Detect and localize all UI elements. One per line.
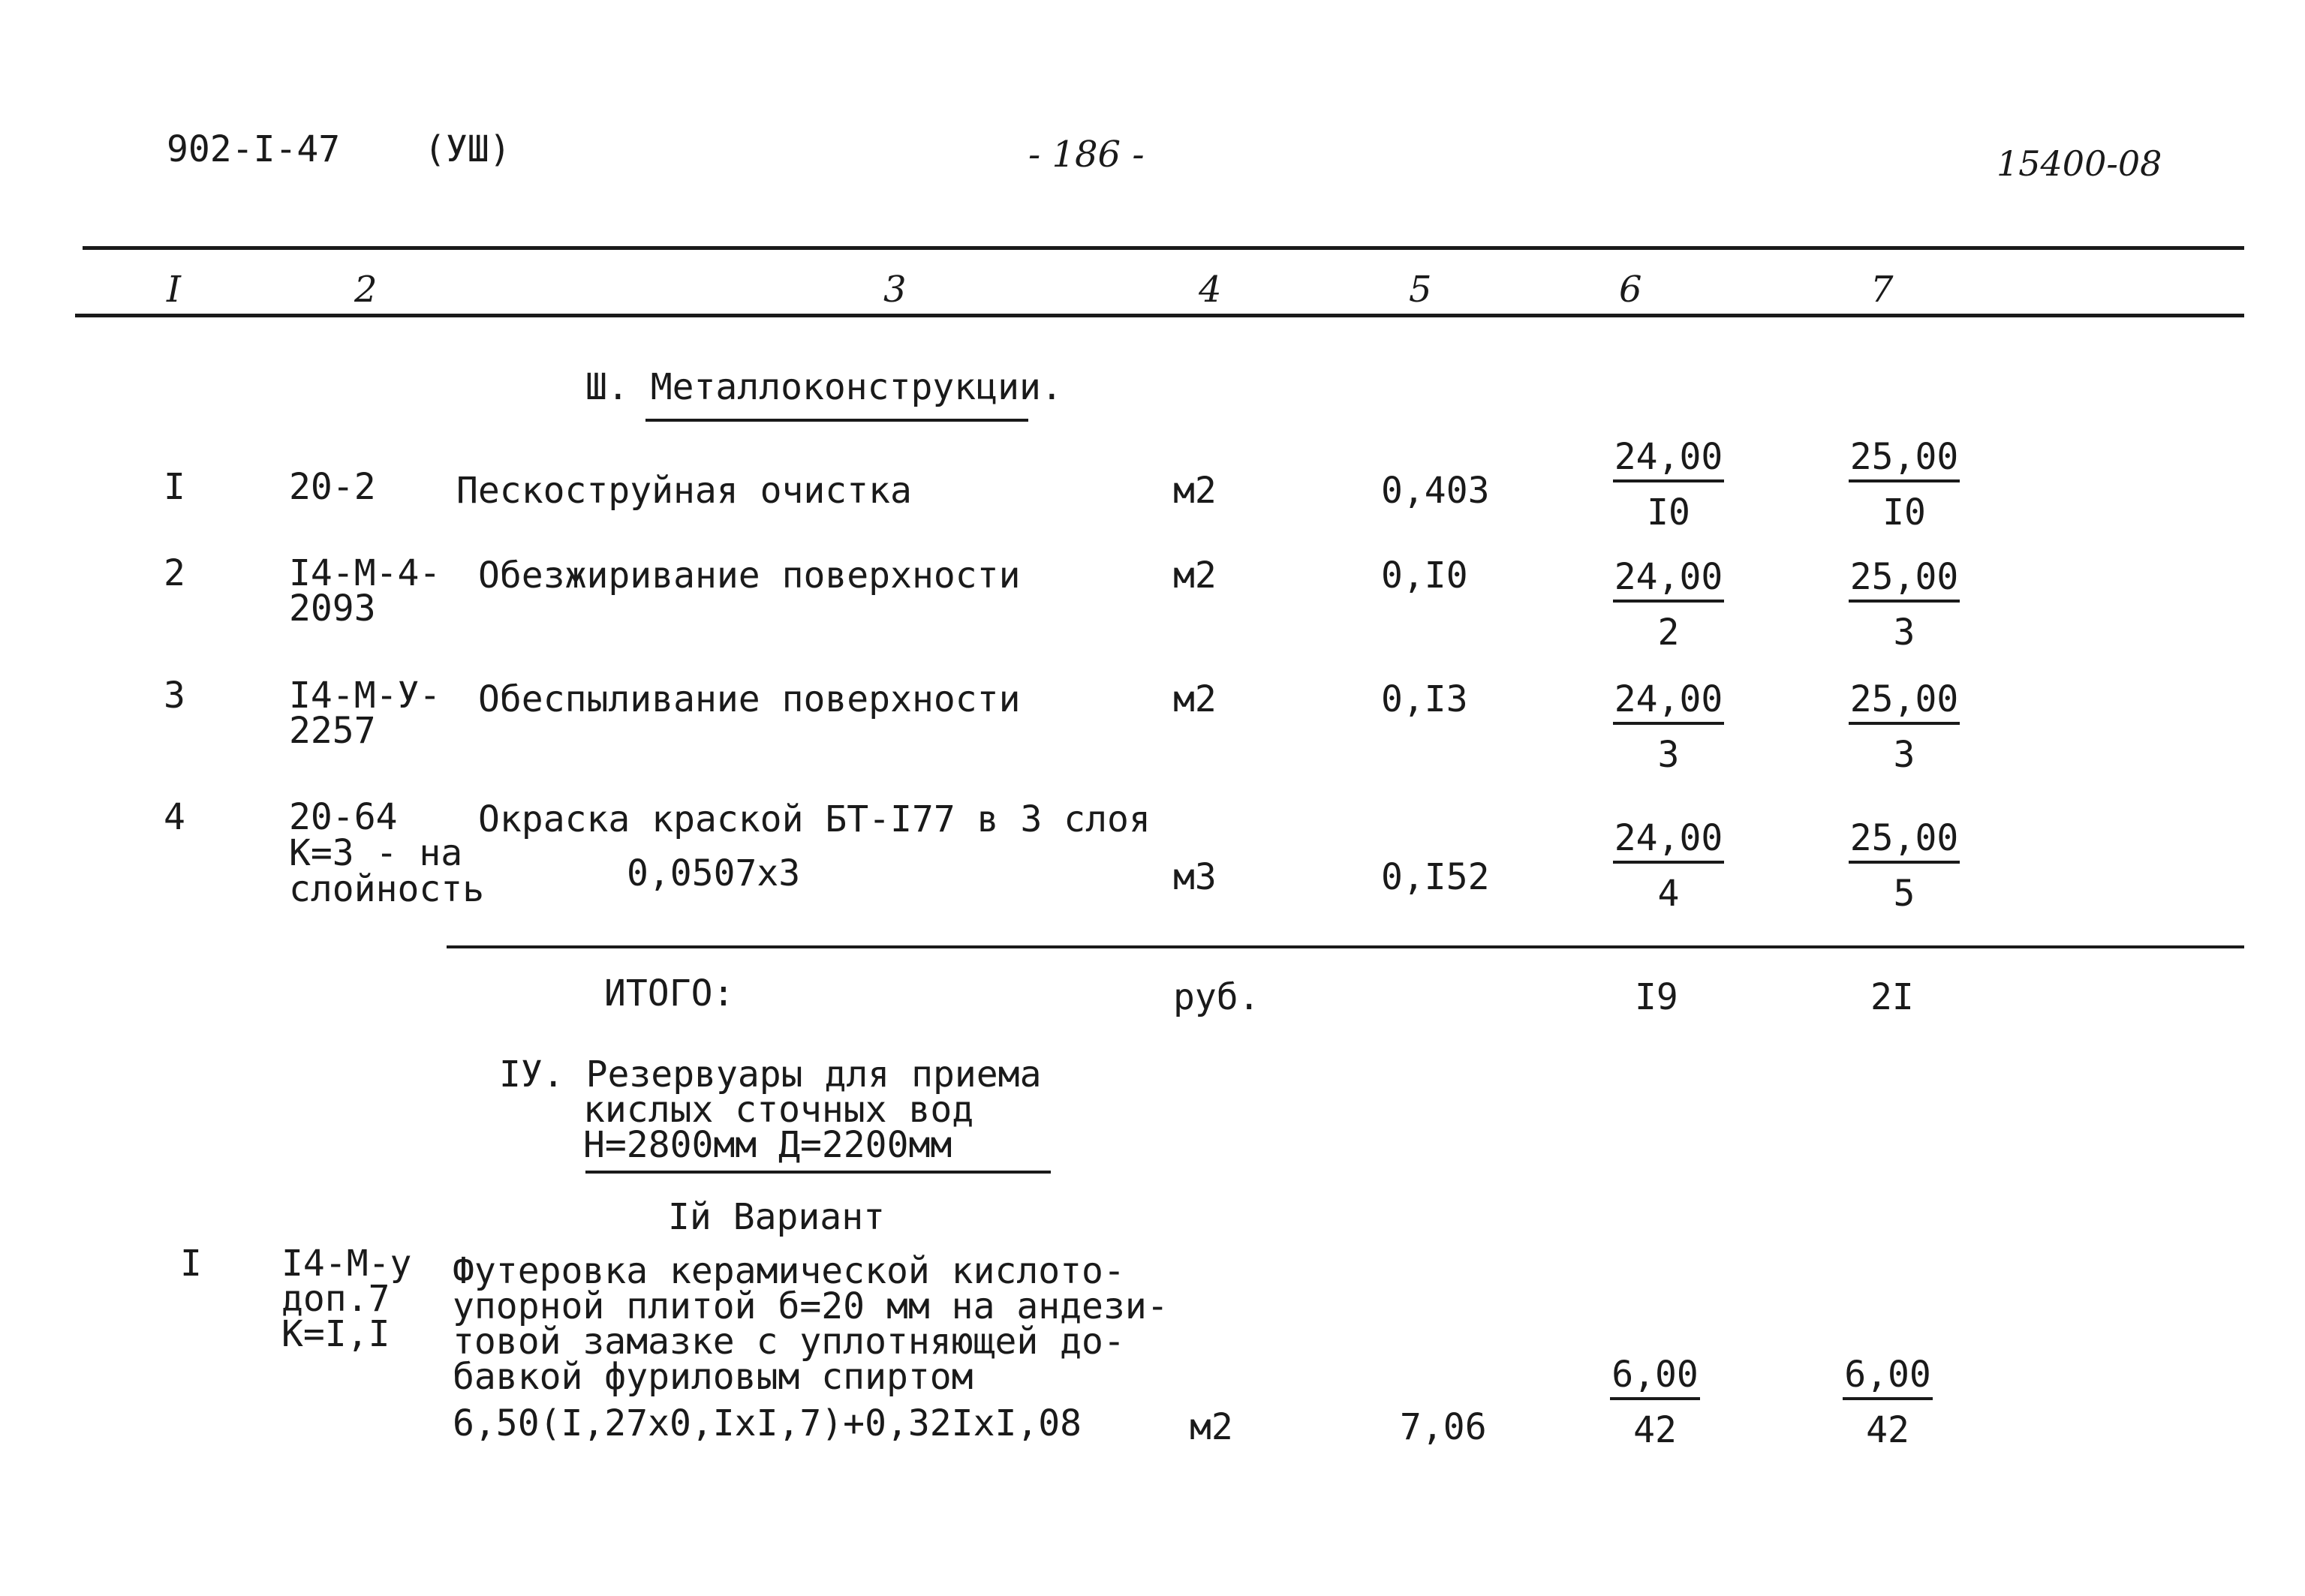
norm-code: 20-64 <box>289 796 398 838</box>
col7-denominator: I0 <box>1882 491 1926 534</box>
col7-fraction <box>1848 556 1960 654</box>
quantity: 0,I3 <box>1381 678 1468 720</box>
col7-numerator: 25,00 <box>1849 559 1960 603</box>
column-number-3: 3 <box>883 269 907 311</box>
total-unit: руб. <box>1173 976 1260 1018</box>
work-name: Обезжиривание поверхности <box>478 555 1021 597</box>
row-number: 4 <box>164 796 185 838</box>
row-number: I <box>164 466 185 508</box>
col6-denominator: 3 <box>1657 734 1680 776</box>
col6-fraction <box>1612 678 1725 776</box>
norm-code-line2: 2257 <box>289 710 376 752</box>
unit: м2 <box>1173 555 1217 597</box>
work-name-line4: бавкой фуриловым спиртом <box>453 1356 973 1398</box>
col6-denominator: I0 <box>1647 491 1690 534</box>
col6-denominator: 2 <box>1657 612 1680 654</box>
norm-code: I4-М-У- <box>289 675 441 717</box>
section-title-line3: Н=2800мм Д=2200мм <box>583 1124 952 1166</box>
work-name-line2: упорной плитой б=20 мм на андези- <box>453 1285 1169 1327</box>
work-name: Футеровка керамической кислото- <box>453 1250 1125 1292</box>
column-number-1: I <box>167 269 181 311</box>
quantity: 0,I52 <box>1381 856 1490 898</box>
norm-code-line3: слойность <box>289 868 485 910</box>
norm-code-line2: доп.7 <box>281 1278 390 1320</box>
norm-code-line3: К=I,I <box>281 1313 390 1355</box>
row-number: 3 <box>164 675 185 717</box>
quantity: 7,06 <box>1400 1406 1487 1448</box>
norm-code-line2: К=3 - на <box>289 832 463 874</box>
doc-code: 902-I-47 <box>167 128 341 170</box>
section-title: Ш. Металлоконструкции. <box>585 366 1063 408</box>
col6-fraction <box>1612 817 1725 915</box>
archive-stamp: 15400-08 <box>1997 143 2162 184</box>
section-title-underline <box>585 1171 1051 1174</box>
col6-denominator: 4 <box>1657 873 1680 915</box>
total-col7: 2I <box>1870 976 1914 1018</box>
col7-denominator: 5 <box>1893 873 1915 915</box>
col6-fraction <box>1612 436 1725 534</box>
col6-numerator: 24,00 <box>1613 559 1725 603</box>
unit: м2 <box>1190 1406 1233 1448</box>
work-formula: 0,0507х3 <box>627 852 801 894</box>
col7-fraction <box>1848 817 1960 915</box>
column-number-7: 7 <box>1870 269 1894 311</box>
col6-fraction <box>1599 1354 1711 1451</box>
row-number: 2 <box>164 552 185 594</box>
total-label: ИТОГО: <box>604 972 735 1014</box>
norm-code: I4-М-4- <box>289 552 441 594</box>
table-top-rule <box>83 246 2244 250</box>
work-name: Окраска краской БТ-I77 в 3 слоя <box>478 798 1151 840</box>
col7-fraction <box>1831 1354 1944 1451</box>
col7-denominator: 3 <box>1893 734 1915 776</box>
col6-numerator: 24,00 <box>1613 681 1725 725</box>
row-number: I <box>180 1243 202 1285</box>
norm-code-line2: 2093 <box>289 588 376 630</box>
work-name: Пескоструйная очистка <box>456 470 912 512</box>
quantity: 0,I0 <box>1381 555 1468 597</box>
norm-code: I4-М-у <box>281 1243 412 1285</box>
doc-part: (УШ) <box>424 128 511 170</box>
col6-numerator: 24,00 <box>1613 820 1725 864</box>
col7-numerator: 25,00 <box>1849 681 1960 725</box>
unit: м2 <box>1173 678 1217 720</box>
column-number-6: 6 <box>1619 269 1642 311</box>
col6-fraction <box>1612 556 1725 654</box>
quantity: 0,403 <box>1381 470 1490 512</box>
variant-heading: Iй Вариант <box>668 1196 885 1238</box>
section-title-underline <box>645 419 1028 422</box>
unit: м2 <box>1173 470 1217 512</box>
col7-numerator: 25,00 <box>1849 439 1960 482</box>
col6-numerator: 6,00 <box>1610 1357 1700 1400</box>
col7-fraction <box>1848 436 1960 534</box>
col7-fraction <box>1848 678 1960 776</box>
unit: м3 <box>1173 856 1217 898</box>
column-number-2: 2 <box>354 269 378 311</box>
col6-denominator: 42 <box>1633 1409 1677 1451</box>
col6-numerator: 24,00 <box>1613 439 1725 482</box>
work-formula: 6,50(I,27х0,IхI,7)+0,32IхI,08 <box>453 1402 1082 1444</box>
work-name-line3: товой замазке с уплотняющей до- <box>453 1321 1125 1363</box>
col7-numerator: 25,00 <box>1849 820 1960 864</box>
column-number-4: 4 <box>1199 269 1222 311</box>
work-name: Обеспыливание поверхности <box>478 678 1021 720</box>
total-col6: I9 <box>1635 976 1678 1018</box>
table-header-rule <box>75 314 2244 317</box>
col7-denominator: 3 <box>1893 612 1915 654</box>
section-title-line2: кислых сточных вод <box>583 1089 974 1131</box>
col7-numerator: 6,00 <box>1843 1357 1933 1400</box>
total-rule <box>447 945 2244 948</box>
section-title: IУ. Резервуары для приема <box>499 1053 1042 1096</box>
page-number: - 186 - <box>1028 134 1145 176</box>
col7-denominator: 42 <box>1866 1409 1909 1451</box>
norm-code: 20-2 <box>289 466 376 508</box>
column-number-5: 5 <box>1409 269 1432 311</box>
